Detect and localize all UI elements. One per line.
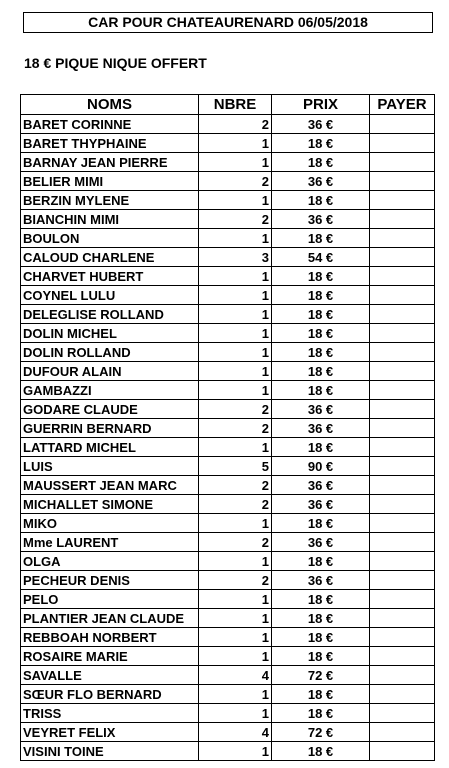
table-row <box>21 115 435 134</box>
price-cell: 18 € <box>272 229 370 248</box>
paid-cell <box>370 590 435 609</box>
name-cell: GAMBAZZI <box>21 381 199 400</box>
name-cell: BARET CORINNE <box>21 115 199 134</box>
price-cell: 18 € <box>272 685 370 704</box>
name-cell: CALOUD CHARLENE <box>21 248 199 267</box>
table-row <box>21 457 435 476</box>
price-cell: 18 € <box>272 647 370 666</box>
table-row <box>21 495 435 514</box>
name-cell: MAUSSERT JEAN MARC <box>21 476 199 495</box>
count-cell: 1 <box>199 267 272 286</box>
table-row <box>21 286 435 305</box>
paid-cell <box>370 685 435 704</box>
price-cell: 18 € <box>272 552 370 571</box>
name-cell: BARNAY JEAN PIERRE <box>21 153 199 172</box>
paid-cell <box>370 552 435 571</box>
price-cell: 36 € <box>272 115 370 134</box>
table-row <box>21 400 435 419</box>
table-row <box>21 476 435 495</box>
count-cell: 1 <box>199 286 272 305</box>
paid-cell <box>370 134 435 153</box>
price-cell: 54 € <box>272 248 370 267</box>
paid-cell <box>370 229 435 248</box>
count-cell: 1 <box>199 191 272 210</box>
count-cell: 1 <box>199 381 272 400</box>
price-cell: 18 € <box>272 305 370 324</box>
table-row <box>21 381 435 400</box>
paid-cell <box>370 742 435 761</box>
count-cell: 2 <box>199 571 272 590</box>
count-cell: 2 <box>199 210 272 229</box>
table-header-row <box>21 95 435 115</box>
paid-cell <box>370 419 435 438</box>
table-row <box>21 552 435 571</box>
count-cell: 1 <box>199 628 272 647</box>
price-cell: 36 € <box>272 400 370 419</box>
count-cell: 1 <box>199 704 272 723</box>
paid-cell <box>370 324 435 343</box>
price-cell: 18 € <box>272 438 370 457</box>
count-cell: 2 <box>199 476 272 495</box>
name-cell: BELIER MIMI <box>21 172 199 191</box>
table-row <box>21 267 435 286</box>
count-cell: 1 <box>199 590 272 609</box>
table-row <box>21 647 435 666</box>
table-row <box>21 590 435 609</box>
count-cell: 1 <box>199 438 272 457</box>
column-header-names: NOMS <box>21 95 199 115</box>
count-cell: 1 <box>199 647 272 666</box>
table-row <box>21 628 435 647</box>
price-cell: 72 € <box>272 666 370 685</box>
price-cell: 36 € <box>272 571 370 590</box>
name-cell: COYNEL LULU <box>21 286 199 305</box>
paid-cell <box>370 400 435 419</box>
table-row <box>21 742 435 761</box>
count-cell: 5 <box>199 457 272 476</box>
name-cell: REBBOAH NORBERT <box>21 628 199 647</box>
count-cell: 1 <box>199 153 272 172</box>
name-cell: MIKO <box>21 514 199 533</box>
registration-table <box>20 94 435 761</box>
table-row <box>21 153 435 172</box>
paid-cell <box>370 476 435 495</box>
table-row <box>21 533 435 552</box>
count-cell: 2 <box>199 533 272 552</box>
paid-cell <box>370 571 435 590</box>
name-cell: BIANCHIN MIMI <box>21 210 199 229</box>
count-cell: 1 <box>199 742 272 761</box>
name-cell: ROSAIRE MARIE <box>21 647 199 666</box>
paid-cell <box>370 267 435 286</box>
paid-cell <box>370 514 435 533</box>
count-cell: 1 <box>199 362 272 381</box>
count-cell: 1 <box>199 305 272 324</box>
name-cell: DOLIN MICHEL <box>21 324 199 343</box>
count-cell: 1 <box>199 552 272 571</box>
name-cell: MICHALLET SIMONE <box>21 495 199 514</box>
paid-cell <box>370 115 435 134</box>
name-cell: VISINI TOINE <box>21 742 199 761</box>
table-row <box>21 571 435 590</box>
paid-cell <box>370 305 435 324</box>
name-cell: GODARE CLAUDE <box>21 400 199 419</box>
paid-cell <box>370 666 435 685</box>
price-cell: 36 € <box>272 495 370 514</box>
paid-cell <box>370 286 435 305</box>
table-row <box>21 191 435 210</box>
count-cell: 2 <box>199 115 272 134</box>
table-row <box>21 248 435 267</box>
price-cell: 36 € <box>272 476 370 495</box>
paid-cell <box>370 495 435 514</box>
paid-cell <box>370 628 435 647</box>
count-cell: 1 <box>199 134 272 153</box>
count-cell: 1 <box>199 609 272 628</box>
price-cell: 18 € <box>272 191 370 210</box>
name-cell: BERZIN MYLENE <box>21 191 199 210</box>
price-cell: 36 € <box>272 172 370 191</box>
paid-cell <box>370 362 435 381</box>
name-cell: PELO <box>21 590 199 609</box>
paid-cell <box>370 172 435 191</box>
count-cell: 4 <box>199 723 272 742</box>
name-cell: PECHEUR DENIS <box>21 571 199 590</box>
price-cell: 72 € <box>272 723 370 742</box>
price-cell: 36 € <box>272 210 370 229</box>
count-cell: 2 <box>199 172 272 191</box>
paid-cell <box>370 609 435 628</box>
count-cell: 4 <box>199 666 272 685</box>
price-cell: 18 € <box>272 153 370 172</box>
table-row <box>21 704 435 723</box>
price-cell: 18 € <box>272 590 370 609</box>
paid-cell <box>370 191 435 210</box>
table-body <box>21 115 435 761</box>
paid-cell <box>370 153 435 172</box>
count-cell: 3 <box>199 248 272 267</box>
table-row <box>21 419 435 438</box>
count-cell: 1 <box>199 514 272 533</box>
paid-cell <box>370 457 435 476</box>
price-cell: 18 € <box>272 267 370 286</box>
table-row <box>21 438 435 457</box>
price-cell: 18 € <box>272 704 370 723</box>
name-cell: DELEGLISE ROLLAND <box>21 305 199 324</box>
table-row <box>21 609 435 628</box>
name-cell: LATTARD MICHEL <box>21 438 199 457</box>
price-cell: 18 € <box>272 134 370 153</box>
price-cell: 36 € <box>272 533 370 552</box>
paid-cell <box>370 210 435 229</box>
name-cell: PLANTIER JEAN CLAUDE <box>21 609 199 628</box>
price-cell: 90 € <box>272 457 370 476</box>
name-cell: OLGA <box>21 552 199 571</box>
document-subtitle: 18 € PIQUE NIQUE OFFERT <box>24 55 207 71</box>
price-cell: 18 € <box>272 742 370 761</box>
name-cell: BARET THYPHAINE <box>21 134 199 153</box>
count-cell: 2 <box>199 495 272 514</box>
name-cell: VEYRET FELIX <box>21 723 199 742</box>
table-row <box>21 172 435 191</box>
table-row <box>21 210 435 229</box>
table-row <box>21 362 435 381</box>
table-row <box>21 685 435 704</box>
price-cell: 18 € <box>272 362 370 381</box>
price-cell: 36 € <box>272 419 370 438</box>
count-cell: 2 <box>199 419 272 438</box>
name-cell: Mme LAURENT <box>21 533 199 552</box>
price-cell: 18 € <box>272 514 370 533</box>
name-cell: CHARVET HUBERT <box>21 267 199 286</box>
name-cell: LUIS <box>21 457 199 476</box>
table-row <box>21 514 435 533</box>
paid-cell <box>370 723 435 742</box>
count-cell: 1 <box>199 324 272 343</box>
count-cell: 1 <box>199 343 272 362</box>
table-row <box>21 723 435 742</box>
paid-cell <box>370 248 435 267</box>
count-cell: 1 <box>199 685 272 704</box>
column-header-price: PRIX <box>272 95 370 115</box>
name-cell: BOULON <box>21 229 199 248</box>
name-cell: DUFOUR ALAIN <box>21 362 199 381</box>
paid-cell <box>370 704 435 723</box>
table-row <box>21 343 435 362</box>
name-cell: GUERRIN BERNARD <box>21 419 199 438</box>
table-row <box>21 324 435 343</box>
paid-cell <box>370 533 435 552</box>
count-cell: 1 <box>199 229 272 248</box>
paid-cell <box>370 647 435 666</box>
price-cell: 18 € <box>272 343 370 362</box>
paid-cell <box>370 438 435 457</box>
paid-cell <box>370 381 435 400</box>
count-cell: 2 <box>199 400 272 419</box>
name-cell: SAVALLE <box>21 666 199 685</box>
price-cell: 18 € <box>272 609 370 628</box>
column-header-paid: PAYER <box>370 95 435 115</box>
table-row <box>21 229 435 248</box>
paid-cell <box>370 343 435 362</box>
table-row <box>21 134 435 153</box>
document-title: CAR POUR CHATEAURENARD 06/05/2018 <box>23 12 433 33</box>
price-cell: 18 € <box>272 381 370 400</box>
price-cell: 18 € <box>272 628 370 647</box>
name-cell: TRISS <box>21 704 199 723</box>
table-row <box>21 666 435 685</box>
name-cell: SŒUR FLO BERNARD <box>21 685 199 704</box>
table-row <box>21 305 435 324</box>
price-cell: 18 € <box>272 324 370 343</box>
name-cell: DOLIN ROLLAND <box>21 343 199 362</box>
price-cell: 18 € <box>272 286 370 305</box>
column-header-count: NBRE <box>199 95 272 115</box>
